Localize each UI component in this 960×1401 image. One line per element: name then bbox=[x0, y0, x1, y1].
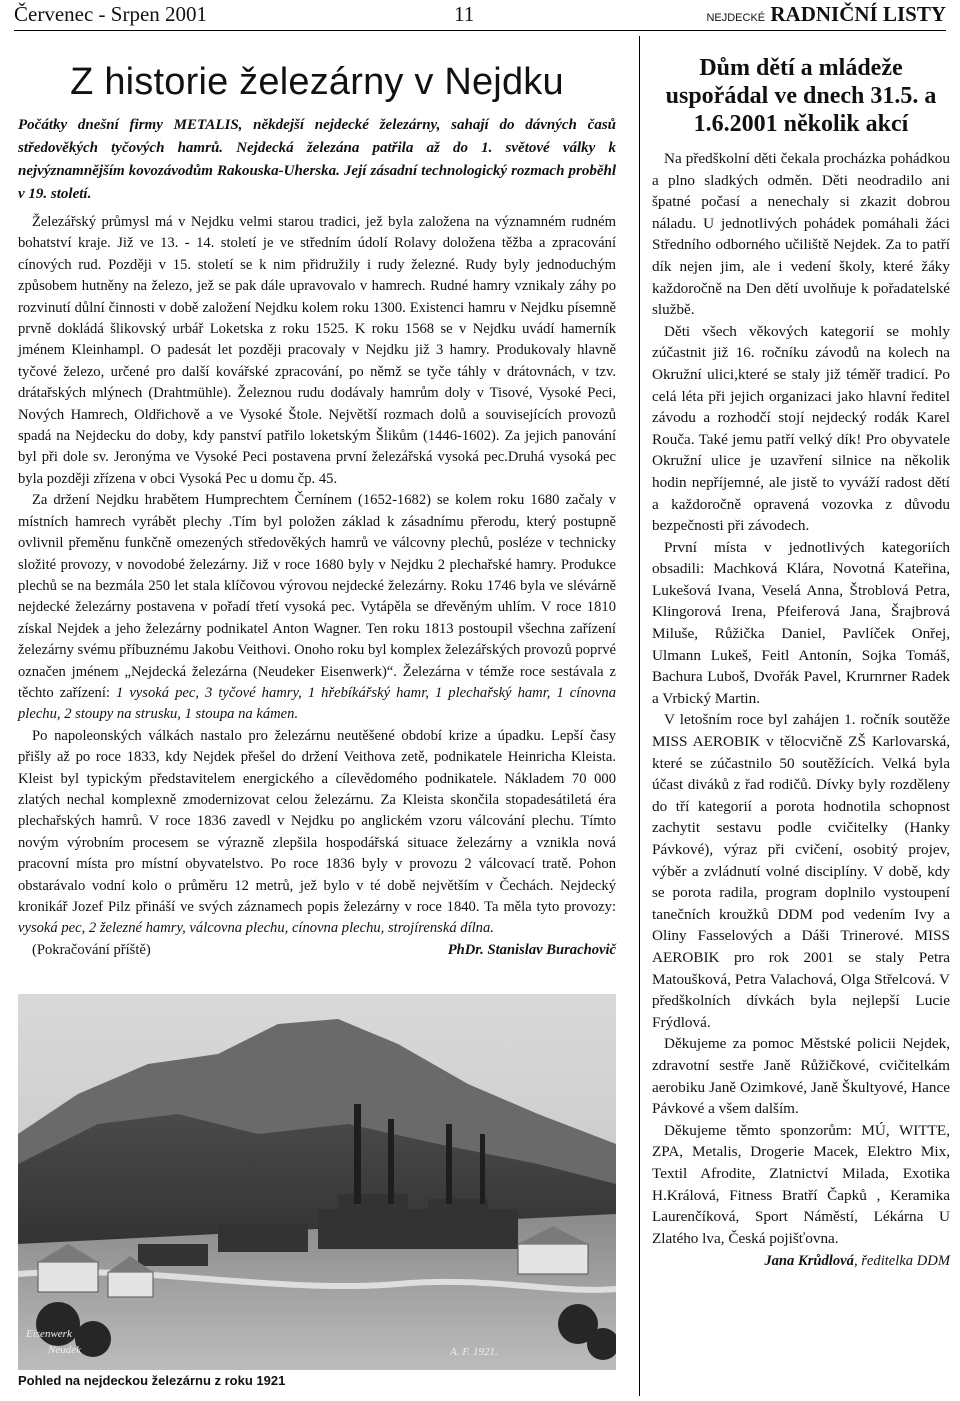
ddm-paragraph: V letošním roce byl zahájen 1. ročník soutěže MISS AEROBIK v tělocvičně ZŠ Karlovarská, které se zúčastnilo 50 soutěžících. Velká byla účast diváků z řad rodičů. Dívky byly rozděleny do tří kategorií a porota hodnotila schopnost zachytit sestavu podle cvičitelky (Hanky Pávkové), výraz při cvičení, osobitý projev, výběr a zvládnutí volné disciplíny. V době, kdy se porota radila, program doplnilo vystoupení tanečních kroužků DDM pod vedením Ivy a Oliny Fasselových a Dáši Trinerové. MISS AEROBIK pro rok 2001 se staly Petra Matoušková, Petra Valachová, Olga Střelcová. V předškolních dívkách byla nejlepší Lucie Frýdlová. bbox=[652, 711, 950, 1031]
ddm-paragraph: Děkujeme těmto sponzorům: MÚ, WITTE, ZPA, Metalis, Drogerie Macek, Elektro Mix, Textil Afrodite, Zlatnictví Milada, Exotika H.Králová, Fitness Bratří Čapků , Keramika Laurenčíková, Sport Náměstí, Lékárna U Zlatého lva, Česká pojišťovna. bbox=[652, 1121, 950, 1247]
photo-stamp-neudek: Neudek bbox=[48, 1344, 81, 1356]
article-author: PhDr. Stanislav Burachovič bbox=[447, 941, 616, 958]
newspaper-name: NEJDECKÉ RADNIČNÍ LISTY bbox=[706, 2, 946, 26]
photo-stamp-eisenwerk: Eisenwerk bbox=[26, 1328, 72, 1340]
article-footer bbox=[18, 940, 616, 961]
article-paragraph: Za držení Nejdku hrabětem Humprechtem Černínem (1652-1682) se kolem roku 1680 začaly v místních hamrech vyrábět plechy .Tím byl položen základ k zásadnímu přerodu, který postupně ovlivnil přeměnu funkčně omezených středověkých hamrů ve válcovny plechů, posléze v technicky složité provozy, v novodobé železárny. Již v roce 1680 byly v Nejdku 2 plechařské hamry. Produkce plechů se na bezmála 250 let stala klíčovou výrovou nejdecké železárny. Roku 1746 byla ve slévárně nejdecké železárny postavena v pořadí třetí vysoká pec. Vytápěla se dřevěným uhlím. V roce 1810 získal Nejdek a jeho železárny podnikatel Anton Wagner. Ten roku 1813 postoupil všechna zařízení železárny svému příbuznému Jakobu Veithovi. Onoho roku byl komplex železářských provozů poprvé označen jménem „Nejdecká železárna (Neudeker Eisenwerk)“. Železárna v témže roce sestávala z těchto zařízení: 1 vysoká pec, 3 tyčové hamry, 1 hřebíkářský hamr, 1 plechařský hamr, 1 cínovna plechu, 2 stoupy na strusku, 1 stoupa na kámen. bbox=[18, 492, 616, 723]
article-body bbox=[18, 212, 616, 940]
ddm-paragraph: Děkujeme za pomoc Městské policii Nejdek, zdravotní sestře Janě Růžičkové, cvičitelkám aerobiku Janě Ozimkové, Janě Škultyové, Hance Pávkové a všem dalším. bbox=[652, 1035, 950, 1118]
photo-stamp-year: A. F. 1921. bbox=[450, 1346, 498, 1358]
ddm-body bbox=[652, 148, 950, 1249]
header-divider bbox=[14, 30, 946, 31]
ironworks-photo-illustration bbox=[18, 994, 616, 1370]
ddm-signature bbox=[652, 1251, 950, 1272]
article-title: Z historie železárny v Nejdku bbox=[70, 61, 564, 103]
issue-date: Červenec - Srpen 2001 bbox=[14, 2, 208, 26]
ddm-article bbox=[652, 50, 950, 1272]
signature-name: Jana Krůdlová bbox=[764, 1253, 854, 1270]
page-header bbox=[14, 0, 946, 30]
ddm-title: Dům dětí a mládeže uspořádal ve dnech 31.5. a 1.6.2001 několik akcí bbox=[665, 55, 937, 137]
signature-role: , ředitelka DDM bbox=[853, 1253, 950, 1270]
article-paragraph: Po napoleonských válkách nastalo pro železárnu neutěšené období krize a úpadku. Lepší časy přišly až po roce 1833, kdy Nejdek přešel do držení Veithova zetě, podnikatele Heinricha Kleista. Kleist byl typickým představitelem energického a cílevědomého podnikatele. Nákladem 70 000 zlatých nechal komplexně zmodernizovat celou železárnu. Za Kleista skončila stopadesátiletá éra plechařských hamrů. V roce 1836 zavedl v Nejdku po anglickém vzoru válcování plechu. Tímto novým výrobním procesem se výrazně zlepšila hospodářská situace železárny a vznikla nová pracovní místa pro místní obyvatelstvo. Po roce 1836 byly v provozu 2 válcovací tratě. Pohon obstarávalo vodní kolo o průměru 12 metrů, jež bylo v té době největším v Čechách. Nejdecký kronikář Jozef Pilz přináší ve svých záznamech popis železárny v roce 1840. Ta měla tyto provozy: vysoká pec, 2 železné hamry, válcovna plechu, cínovna plechu, strojírenská dílna. bbox=[18, 727, 616, 937]
page-number: 11 bbox=[454, 2, 475, 26]
history-article bbox=[18, 46, 616, 961]
ironworks-photo bbox=[18, 994, 616, 1370]
ddm-paragraph: Děti všech věkových kategorií se mohly zúčastnit již 16. ročníku závodů na kolech na Okružní ulici,které se staly již téměř tradicí. Po celá léta při jejich organizaci jako hlavní ředitel závodu a rozhodčí stojí nejdecký rodák Karel Rouča. Také jemu patří velký dík! Pro obyvatele Okružní ulice je uzavření silnice na několik hodin nepříjemné, ale jistě to vyváží radost dětí a každoročně opravená vozovka z důvodu bezpečnosti při závodech. bbox=[652, 322, 950, 535]
ddm-paragraph: Na předškolní děti čekala procházka pohádkou a plno sladkých odměn. Děti neodradilo ani špatné počasí a nenechaly si zkazit dobrou náladu. U jednotlivých pohádek pomáhali žáci Středního odborného učiliště Nejdek. Za to patří dík nejen jim, ale i vedení školy, které žáky každoročně na Den dětí uvolňuje k pořadatelské službě. bbox=[652, 150, 950, 319]
article-lead: Počátky dnešní firmy METALIS, někdejší nejdecké železárny, sahají do dávných časů středověkých tyčových hamrů. Nejdecká železána patřila až do 1. světové války k nejvýznamnějším kovozávodům Rakouska-Uherska. Její zásadní technologický rozmach proběhl v 19. století. bbox=[18, 117, 616, 202]
column-divider bbox=[639, 36, 640, 1396]
article-paragraph: Železářský průmysl má v Nejdku velmi starou tradici, jež byla založena na významném rudném bohatství kraje. Již ve 13. - 14. století je ve středním údolí Rolavy doložena těžba a zpracování cínových rud. Později v 15. století se k nim přidružily i rudy železné. Rudy byly jednoduchým způsobem hutněny na železo, jež se pak dále upravovalo v hamrech. Rudné hamry vznikaly záhy po rozvinutí důlní činnosti v době založení Nejdku kolem roku 1300. Existenci hamru v Nejdku písemně prvně dokládá šlikovský urbář Loketska z roku 1525. K roku 1568 se v Nejdku uvádí hamerník jménem Kleinhampl. O padesát let později pracovaly v Nejdku již 3 hamry. Produkovaly hlavně tyčové železo, určené pro další kovářské zpracování, po němž se tyče táhly v drátovnách, v tzv. drátařských mlýnech (Drahtmühle). Železnou rudu dodávaly hamrům doly v Tisové, Vysoké Peci, Nových Hamrech, Oldřichově a ve Vysoké Štole. Největší rozmach dolů a souvisejících provozů spadá na Nejdecku do doby, kdy panství patřilo loketským Šlikům (1446-1602). Za jejich panování byl při dole sv. Jeronýma ve Vysoké Peci postavena první železářská vysoká pec.Druhá vysoká pec byla později zřízena v obci Vysoká Pec u domu čp. 45. bbox=[18, 214, 616, 487]
continued-note: (Pokračování příště) bbox=[32, 941, 151, 958]
ddm-paragraph: První místa v jednotlivých kategoriích obsadili: Machková Klára, Novotná Kateřina, Lukešová Ivana, Veselá Anna, Štroblová Petra, Klingorová Irena, Pfeiferová Jana, Šrajbrová Miluše, Růžička Daniel, Pavlíček Onřej, Ulmann Lukeš, Feitl Antonín, Sojka Tomáš, Bachura Luboš, Dvořák Pavel, Krurnrner Radek a Vrbický Martin. bbox=[652, 538, 950, 707]
photo-caption: Pohled na nejdeckou železárnu z roku 1921 bbox=[18, 1373, 286, 1388]
